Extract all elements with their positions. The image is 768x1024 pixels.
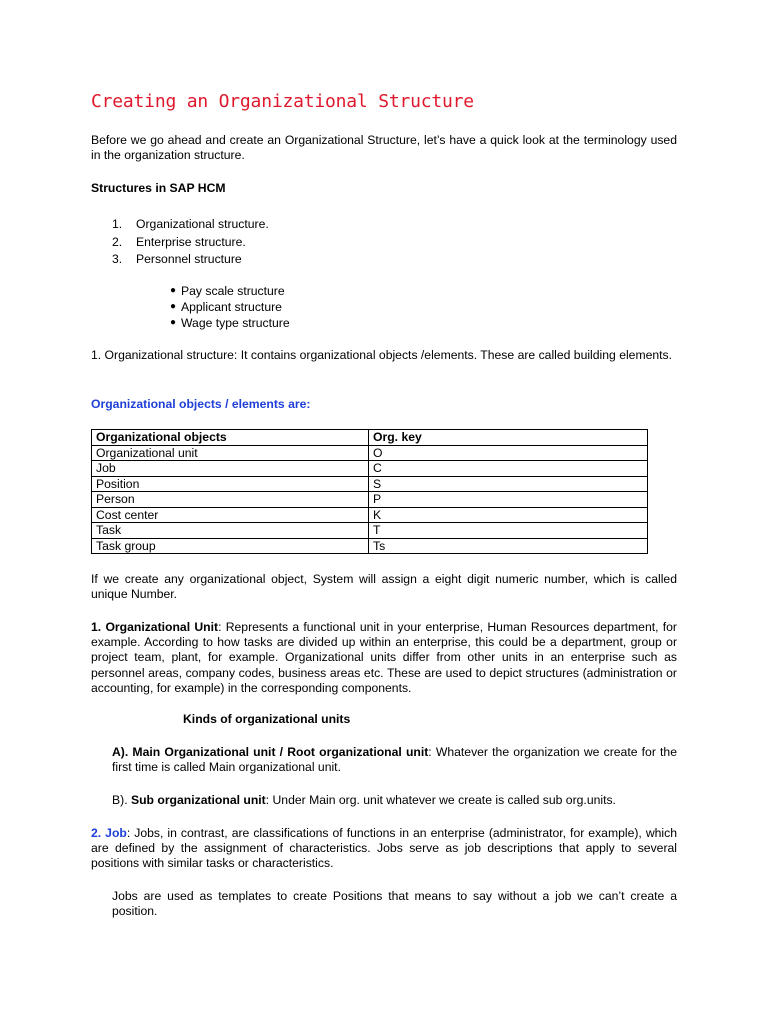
table-cell: Organizational unit: [92, 445, 369, 461]
org-objects-table: [91, 429, 648, 554]
table-cell: P: [369, 492, 648, 508]
sub-unit-paragraph: [112, 793, 677, 808]
page-title: Creating an Organizational Structure: [91, 91, 474, 112]
job-template-paragraph: Jobs are used as templates to create Positions that means to say without a job we can’t create a position.: [112, 889, 677, 919]
table-cell: Task group: [92, 538, 369, 554]
org-structure-paragraph: 1. Organizational structure: It contains organizational objects /elements. These are called building elements.: [91, 348, 673, 362]
list-item: ● Pay scale structure: [170, 284, 285, 298]
table-cell: Cost center: [92, 507, 369, 523]
table-cell: Job: [92, 461, 369, 477]
list-item: ● Applicant structure: [170, 300, 282, 314]
org-unit-label: 1. Organizational Unit: [91, 620, 219, 634]
bullet-icon: ●: [170, 317, 177, 328]
table-cell: Position: [92, 476, 369, 492]
table-cell: S: [369, 476, 648, 492]
table-header-cell: Organizational objects: [92, 430, 369, 446]
main-unit-paragraph: [112, 745, 677, 775]
org-unit-text: : Represents a functional unit in your enterprise, Human Resources department, for example. According to how tasks are divided up within an enterprise, this could be a department, group or project team, plant, for example. Organizational units differ from other units in an enterprise such as personnel areas, company codes, business areas etc. These are used to depict structures (administration or accounting, for example) in the corresponding components.: [91, 620, 677, 695]
main-unit-label: A). Main Organizational unit / Root organizational unit: [112, 745, 429, 759]
table-header-row: [92, 430, 648, 446]
job-paragraph: [91, 826, 677, 872]
table-row: [92, 461, 648, 477]
sub-unit-prefix: B).: [112, 793, 131, 807]
table-row: [92, 492, 648, 508]
table-cell: O: [369, 445, 648, 461]
bullet-icon: ●: [170, 285, 177, 296]
org-unit-paragraph: [91, 620, 677, 696]
list-item: 2. Enterprise structure.: [112, 234, 246, 249]
table-header-cell: Org. key: [369, 430, 648, 446]
personnel-structure-bullet-list: [172, 283, 290, 331]
table-row: [92, 523, 648, 539]
main-unit-text: : Whatever the organization we create for the first time is called Main organizational unit.: [112, 745, 677, 775]
table-cell: Ts: [369, 538, 648, 554]
table-cell: T: [369, 523, 648, 539]
list-item: 1. Organizational structure.: [112, 217, 269, 231]
list-item: 3. Personnel structure: [112, 252, 242, 266]
table-row: [92, 538, 648, 554]
intro-paragraph: Before we go ahead and create an Organizational Structure, let’s have a quick look at the terminology used in the organization structure.: [91, 133, 677, 163]
objects-heading: Organizational objects / elements are:: [91, 397, 311, 411]
table-row: [92, 445, 648, 461]
table-cell: C: [369, 461, 648, 477]
bullet-icon: ●: [170, 301, 177, 312]
job-label: 2. Job: [91, 826, 127, 840]
job-text: : Jobs, in contrast, are classifications of functions in an enterprise (administrator, for example), which are defined by the assignment of characteristics. Jobs serve as job descriptions that apply to several positions with similar tasks or characteristics.: [91, 826, 678, 871]
list-item: ● Wage type structure: [170, 316, 290, 330]
table-cell: K: [369, 507, 648, 523]
table-row: [92, 507, 648, 523]
structures-heading: Structures in SAP HCM: [91, 181, 226, 195]
table-row: [92, 476, 648, 492]
structures-numbered-list: [112, 216, 269, 269]
unique-number-paragraph: If we create any organizational object, System will assign a eight digit numeric number, which is called unique Number.: [91, 572, 677, 602]
table-cell: Person: [92, 492, 369, 508]
sub-unit-text: : Under Main org. unit whatever we create is called sub org.units.: [265, 793, 616, 807]
sub-unit-label: Sub organizational unit: [130, 793, 266, 807]
kinds-heading: Kinds of organizational units: [183, 712, 351, 726]
table-cell: Task: [92, 523, 369, 539]
